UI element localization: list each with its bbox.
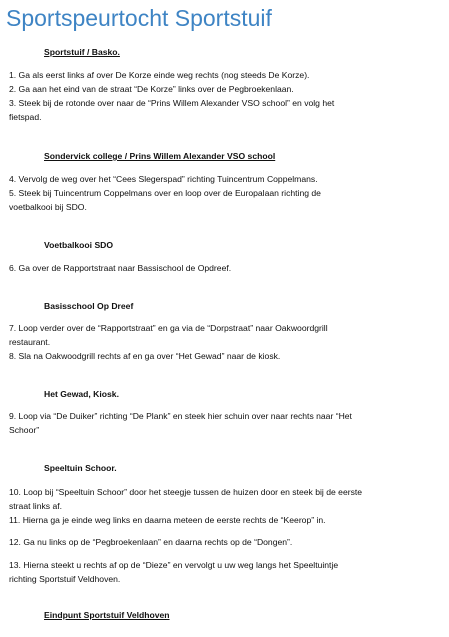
direction-line-5: 5. Steek bij Tuincentrum Coppelmans over en loop over de Europalaan richting de <box>9 188 321 198</box>
direction-line-13-continued: richting Sportstuif Veldhoven. <box>9 574 121 584</box>
direction-line-1: 1. Ga als eerst links af over De Korze einde weg rechts (nog steeds De Korze). <box>9 70 310 80</box>
document-title: Sportspeurtocht Sportstuif <box>6 5 272 31</box>
direction-line-9: 9. Loop via “De Duiker” richting “De Plank” en steek hier schuin over naar rechts naar “Het <box>9 411 352 421</box>
direction-line-9-continued: Schoor” <box>9 425 40 435</box>
section-heading-basisschool: Basisschool Op Dreef <box>44 301 134 311</box>
direction-line-2: 2. Ga aan het eind van de straat “De Korze” links over de Pegbroekenlaan. <box>9 84 294 94</box>
direction-line-10-continued: straat links af. <box>9 501 63 511</box>
section-heading-eindpunt: Eindpunt Sportstuif Veldhoven <box>44 610 170 620</box>
direction-line-7-continued: restaurant. <box>9 337 51 347</box>
section-heading-sportstuif-basko: Sportstuif / Basko. <box>44 47 120 57</box>
direction-line-5-continued: voetbalkooi bij SDO. <box>9 202 87 212</box>
direction-line-12: 12. Ga nu links op de “Pegbroekenlaan” en daarna rechts op de “Dongen”. <box>9 537 293 547</box>
direction-line-3: 3. Steek bij de rotonde over naar de “Prins Willem Alexander VSO school” en volg het <box>9 98 335 108</box>
section-heading-het-gewad: Het Gewad, Kiosk. <box>44 389 119 399</box>
direction-line-10: 10. Loop bij “Speeltuin Schoor” door het steegje tussen de huizen door en steek bij de eerste <box>9 487 363 497</box>
direction-line-6: 6. Ga over de Rapportstraat naar Bassischool de Opdreef. <box>9 263 232 273</box>
section-heading-speeltuin: Speeltuin Schoor. <box>44 463 117 473</box>
direction-line-3-continued: fietspad. <box>9 112 42 122</box>
direction-line-11: 11. Hierna ga je einde weg links en daarna meteen de eerste rechts de “Keerop” in. <box>9 515 326 525</box>
direction-line-13: 13. Hierna steekt u rechts af op de “Dieze” en vervolgt u uw weg langs het Speeltuintje <box>9 560 339 570</box>
section-heading-voetbalkooi: Voetbalkooi SDO <box>44 240 114 250</box>
direction-line-4: 4. Vervolg de weg over het “Cees Slegerspad” richting Tuincentrum Coppelmans. <box>9 174 318 184</box>
direction-line-7: 7. Loop verder over de “Rapportstraat” en ga via de “Dorpstraat” naar Oakwoordgrill <box>9 323 328 333</box>
section-heading-sondervick: Sondervick college / Prins Willem Alexander VSO school <box>44 151 276 161</box>
direction-line-8: 8. Sla na Oakwoodgrill rechts af en ga over “Het Gewad” naar de kiosk. <box>9 351 281 361</box>
